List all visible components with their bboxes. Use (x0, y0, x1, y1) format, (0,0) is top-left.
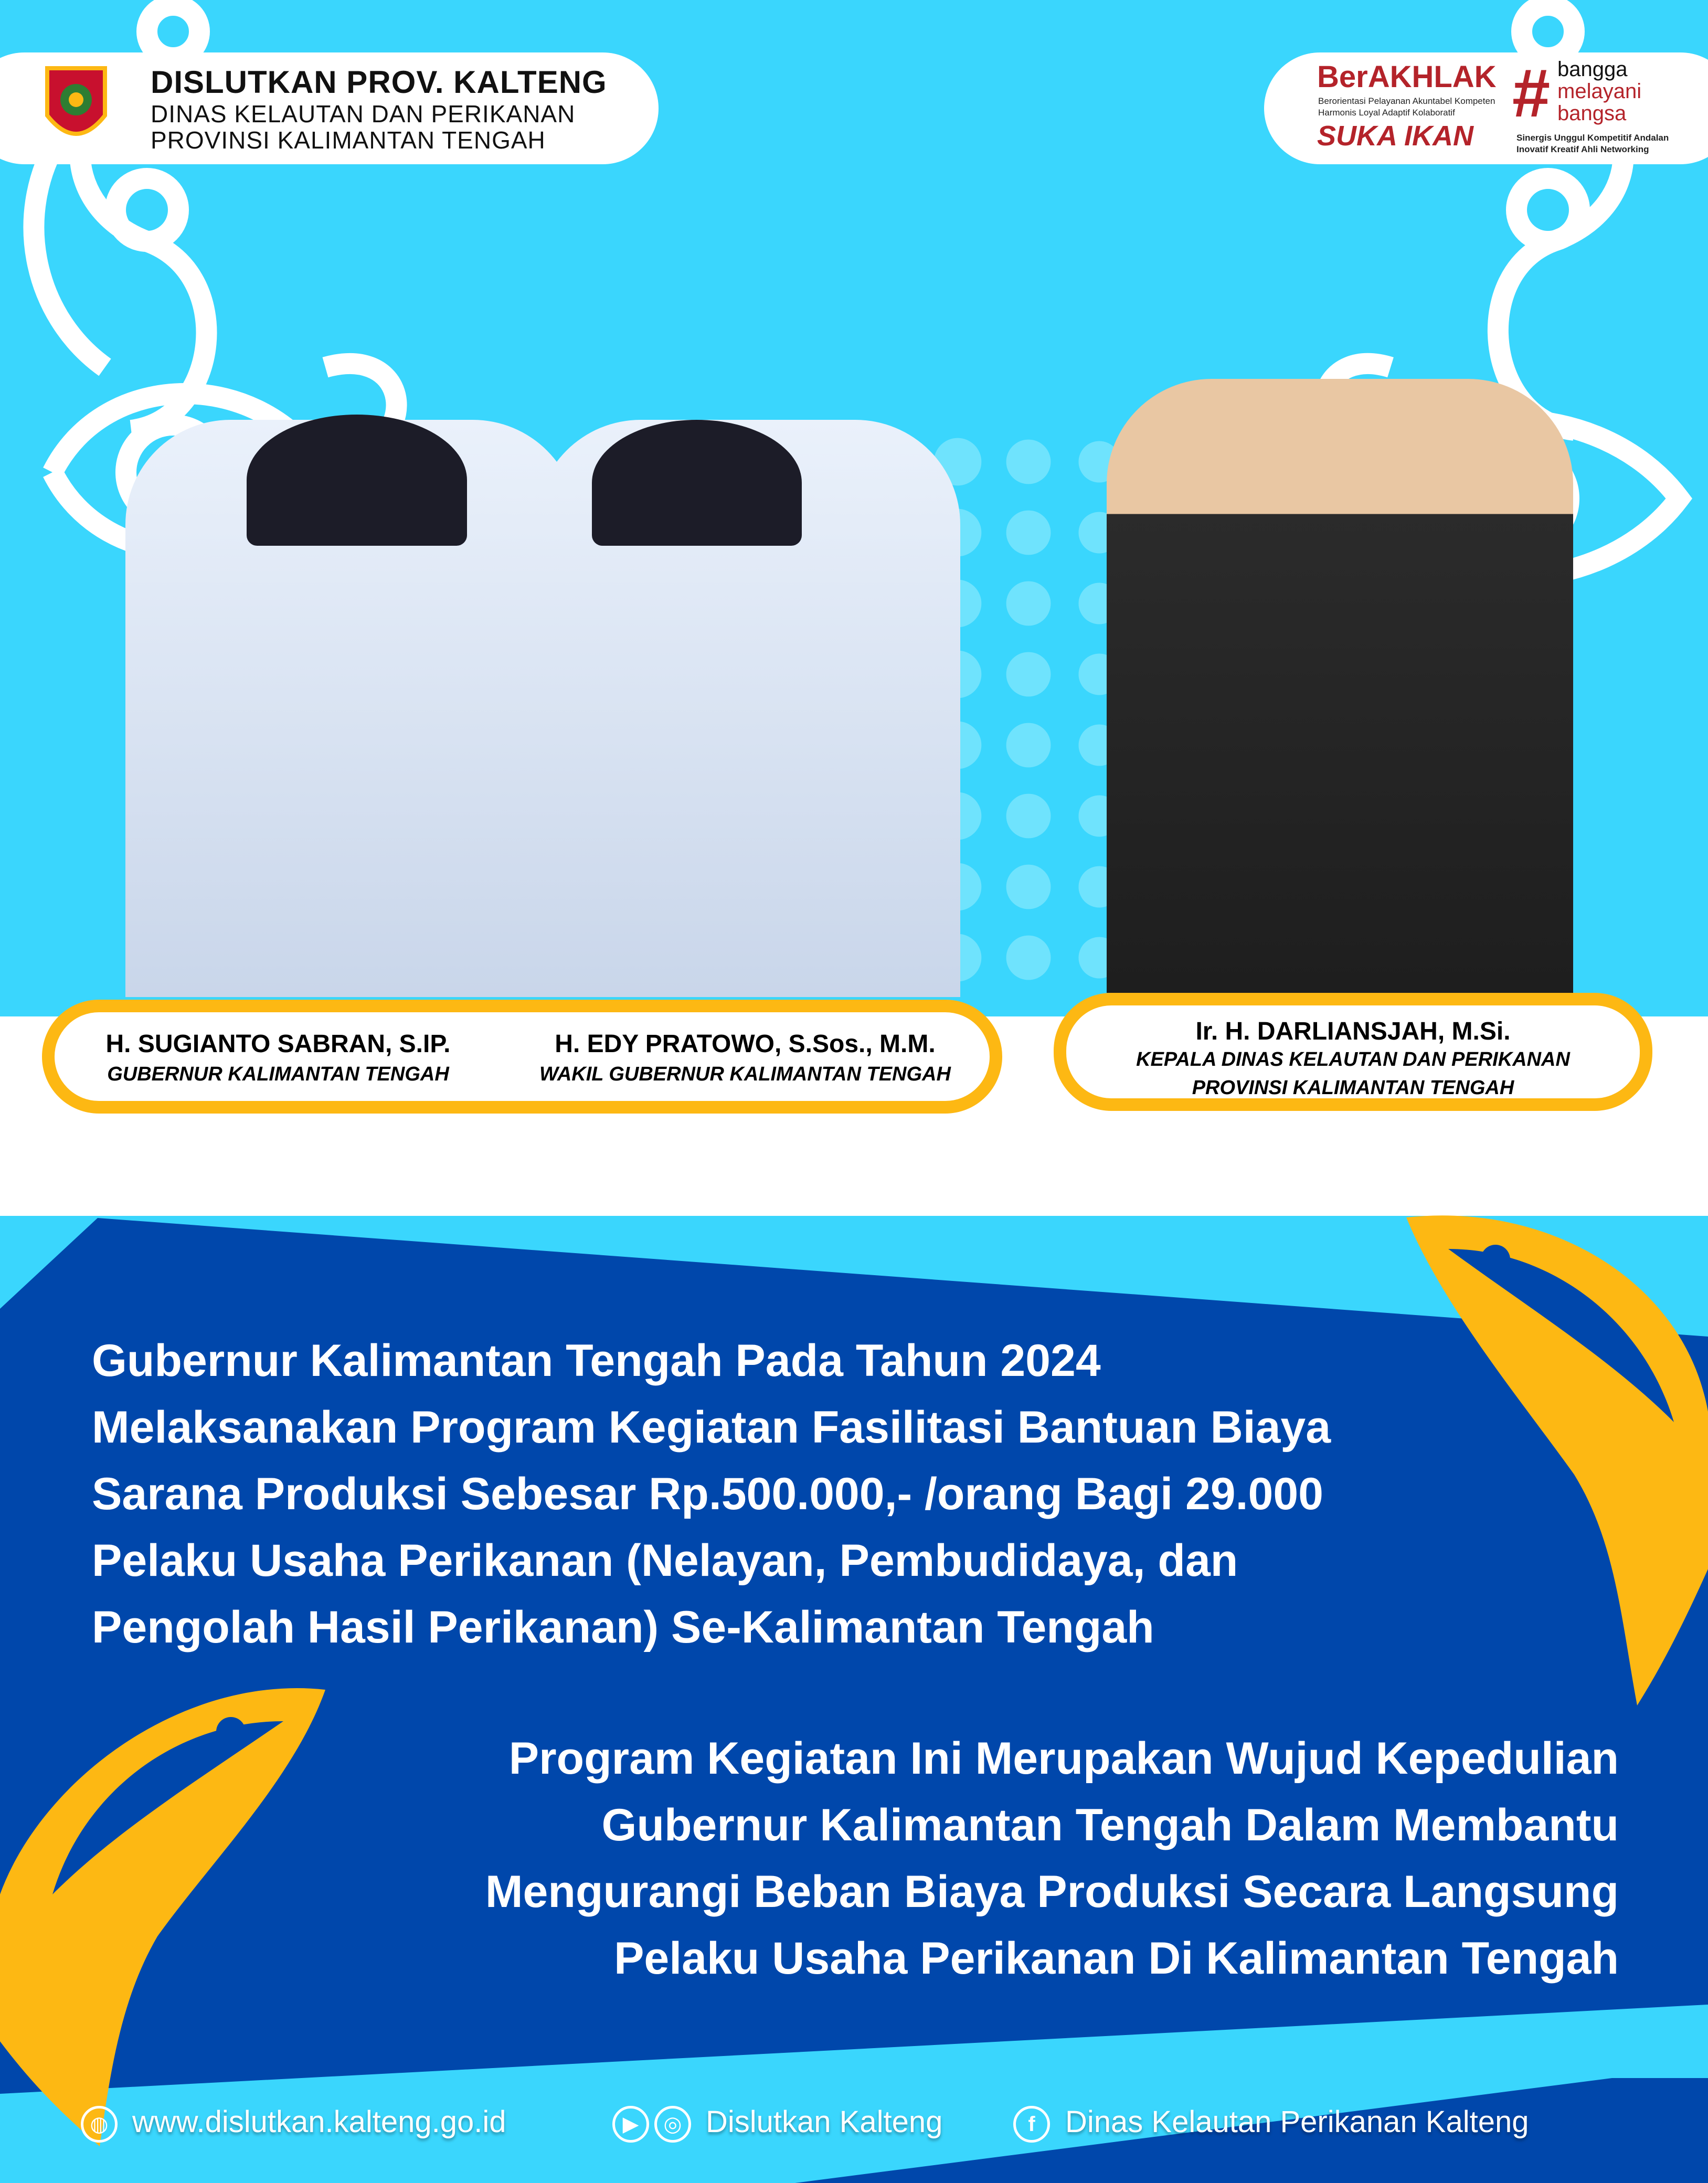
para2-line: Gubernur Kalimantan Tengah Dalam Membantu (601, 1800, 1619, 1850)
berakhlak-logo: BerAKHLAK (1317, 60, 1497, 94)
vice-governor-name: H. EDY PRATOWO, S.Sos., M.M. (555, 1030, 936, 1058)
governor-name: H. SUGIANTO SABRAN, S.IP. (105, 1030, 451, 1058)
head-role-2: PROVINSI KALIMANTAN TENGAH (1192, 1077, 1514, 1099)
melayani-word: melayani (1557, 80, 1642, 103)
para2-line: Program Kegiatan Ini Merupakan Wujud Kepedulian (508, 1733, 1619, 1784)
org-subtitle-2: PROVINSI KALIMANTAN TENGAH (151, 126, 546, 154)
para1-line: Pelaku Usaha Perikanan (Nelayan, Pembudidaya, dan (92, 1535, 1238, 1586)
org-subtitle-1: DINAS KELAUTAN DAN PERIKANAN (151, 100, 576, 128)
suka-line-1: Sinergis Unggul Kompetitif Andalan (1516, 133, 1669, 143)
governor-role: GUBERNUR KALIMANTAN TENGAH (107, 1063, 449, 1085)
head-of-agency-photo (1107, 379, 1573, 993)
vice-governor-cap (592, 420, 802, 546)
decorative-dot (1006, 652, 1051, 697)
website-link[interactable]: www.dislutkan.kalteng.go.id (132, 2105, 506, 2139)
berakhlak-line-2: Harmonis Loyal Adaptif Kolaboratif (1318, 108, 1455, 118)
para1-line: Gubernur Kalimantan Tengah Pada Tahun 2024 (92, 1336, 1101, 1386)
governor-cap (247, 415, 467, 546)
decorative-dot (1006, 581, 1051, 626)
decorative-dot (1006, 440, 1051, 484)
para1-line: Sarana Produksi Sebesar Rp.500.000,- /orang Bagi 29.000 (92, 1469, 1323, 1519)
berakhlak-line-1: Berorientasi Pelayanan Akuntabel Kompeten (1318, 96, 1495, 106)
fish-icon-left (0, 1674, 336, 2146)
kalteng-emblem-logo (42, 63, 110, 152)
decorative-dot (1006, 936, 1051, 980)
main-paragraph-1 (92, 1328, 1331, 1661)
head-name: Ir. H. DARLIANSJAH, M.Si. (1195, 1018, 1511, 1045)
head-role-1: KEPALA DINAS KELAUTAN DAN PERIKANAN (1136, 1048, 1570, 1071)
fish-icon-right (1391, 1202, 1708, 1711)
suka-ikan-logo: SUKA IKAN (1317, 120, 1474, 152)
decorative-dot (1006, 865, 1051, 909)
main-paragraph-2 (485, 1725, 1619, 1992)
facebook-icon: f (1013, 2106, 1050, 2143)
suka-line-2: Inovatif Kreatif Ahli Networking (1516, 144, 1649, 154)
hashtag-icon: # (1511, 55, 1550, 131)
instagram-icon: ◎ (654, 2106, 691, 2143)
para2-line: Pelaku Usaha Perikanan Di Kalimantan Tengah (614, 1933, 1619, 1984)
para2-line: Mengurangi Beban Biaya Produksi Secara Langsung (485, 1867, 1619, 1917)
vice-governor-role: WAKIL GUBERNUR KALIMANTAN TENGAH (539, 1063, 951, 1085)
facebook-page[interactable]: Dinas Kelautan Perikanan Kalteng (1065, 2105, 1529, 2139)
bangga-word: bangga (1557, 58, 1628, 81)
decorative-dot (1006, 794, 1051, 839)
bangsa-word: bangsa (1557, 102, 1627, 125)
para1-line: Melaksanakan Program Kegiatan Fasilitasi Bantuan Biaya (92, 1402, 1331, 1453)
globe-icon: ◍ (81, 2106, 118, 2143)
youtube-icon: ▶ (612, 2106, 649, 2143)
decorative-dot (1006, 723, 1051, 768)
decorative-dot (1006, 511, 1051, 555)
social-handle[interactable]: Dislutkan Kalteng (706, 2105, 943, 2139)
org-title: DISLUTKAN PROV. KALTENG (151, 65, 607, 100)
para1-line: Pengolah Hasil Perikanan) Se-Kalimantan Tengah (92, 1602, 1154, 1652)
